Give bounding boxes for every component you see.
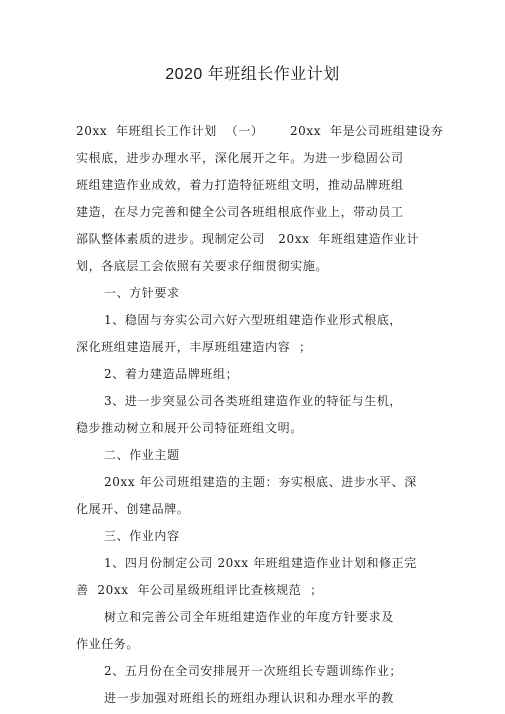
paragraph-line: 建造，在尽力完善和健全公司各班组根底作业上，带动员工 [76, 205, 404, 219]
paragraph-line: 进一步加强对班组长的班组办理认识和办理水平的教 [104, 691, 394, 705]
page-title: 2020 年班组长作业计划 [165, 66, 340, 83]
paragraph-line: 1、四月份制定公司 20xx 年班组建造作业计划和修正完 [104, 556, 417, 570]
paragraph-line: 2、着力建造品牌班组； [104, 367, 239, 381]
section-heading: 三、作业内容 [104, 529, 180, 543]
paragraph-line: 部队整体素质的进步。现制定公司 20xx 年班组建造作业计 [76, 232, 420, 246]
paragraph-line: 实根底，进步办理水平，深化展开之年。为进一步稳固公司 [76, 151, 404, 165]
paragraph-line: 2、五月份在全司安排展开一次班组长专题训练作业； [104, 664, 403, 678]
paragraph-line: 20xx 年班组长工作计划 （一） 20xx 年是公司班组建设夯 [76, 124, 444, 138]
paragraph-line: 化展开、创建品牌。 [76, 502, 190, 516]
section-heading: 一、方针要求 [104, 286, 180, 300]
paragraph-line: 划，各底层工会依照有关要求仔细贯彻实施。 [76, 259, 329, 273]
paragraph-line: 1、稳固与夯实公司六好六型班组建造作业形式根底， [104, 313, 403, 327]
paragraph-line: 稳步推动树立和展开公司特征班组文明。 [76, 421, 303, 435]
paragraph-line: 20xx 年公司班组建造的主题：夯实根底、进步水平、深 [104, 475, 417, 489]
paragraph-line: 善 20xx 年公司星级班组评比查核规范 ； [76, 583, 323, 597]
paragraph-line: 3、进一步突显公司各类班组建造作业的特征与生机， [104, 394, 403, 408]
section-heading: 二、作业主题 [104, 448, 180, 462]
paragraph-line: 作业任务。 [76, 637, 140, 651]
paragraph-line: 树立和完善公司全年班组建造作业的年度方针要求及 [104, 610, 394, 624]
paragraph-line: 班组建造作业成效，着力打造特征班组文明，推动品牌班组 [76, 178, 404, 192]
paragraph-line: 深化班组建造展开，丰厚班组建造内容 ； [76, 340, 312, 354]
